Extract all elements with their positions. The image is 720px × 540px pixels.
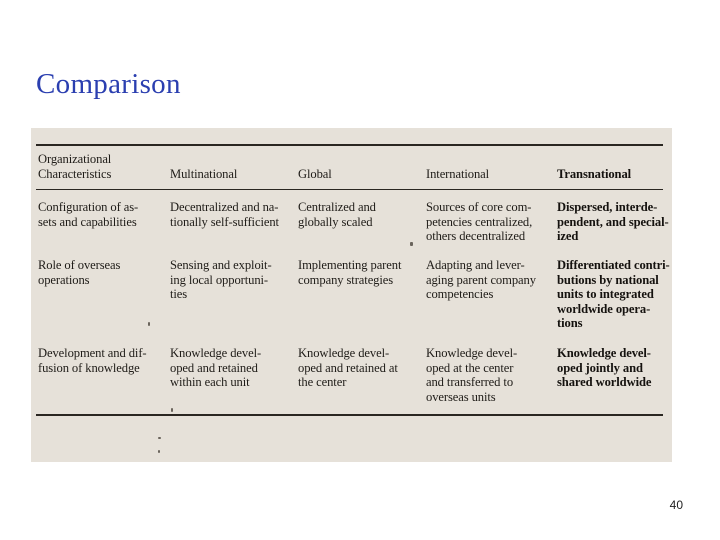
scanned-comparison-table bbox=[31, 128, 672, 462]
header-global: Global bbox=[298, 167, 332, 181]
row-knowledge-transnational: Knowledge devel- oped jointly and shared worldwide bbox=[557, 346, 652, 390]
header-organizational-characteristics: Organizational Characteristics bbox=[38, 152, 112, 181]
page-number: 40 bbox=[669, 498, 683, 512]
row-knowledge-label: Development and dif- fusion of knowledge bbox=[38, 346, 147, 375]
row-overseas-transnational: Differentiated contri- butions by national units to integrated worldwide opera- tions bbox=[557, 258, 670, 331]
row-overseas-global: Implementing parent company strategies bbox=[298, 258, 402, 287]
table-top-rule bbox=[36, 144, 663, 146]
slide-title: Comparison bbox=[36, 68, 181, 100]
row-configuration-global: Centralized and globally scaled bbox=[298, 200, 376, 229]
scan-speck bbox=[148, 322, 150, 326]
scan-speck bbox=[410, 242, 413, 246]
row-configuration-multinational: Decentralized and na- tionally self-sufficient bbox=[170, 200, 279, 229]
scan-speck bbox=[158, 450, 160, 453]
row-overseas-international: Adapting and lever- aging parent company competencies bbox=[426, 258, 536, 302]
row-configuration-transnational: Dispersed, interde- pendent, and special- ized bbox=[557, 200, 669, 244]
scan-speck bbox=[171, 408, 173, 412]
row-knowledge-global: Knowledge devel- oped and retained at the center bbox=[298, 346, 398, 390]
header-multinational: Multinational bbox=[170, 167, 238, 181]
row-overseas-label: Role of overseas operations bbox=[38, 258, 121, 287]
scan-speck bbox=[158, 437, 161, 439]
row-configuration-label: Configuration of as- sets and capabilities bbox=[38, 200, 139, 229]
table-header-rule bbox=[36, 189, 663, 190]
row-knowledge-international: Knowledge devel- oped at the center and transferred to overseas units bbox=[426, 346, 518, 404]
header-transnational: Transnational bbox=[557, 167, 632, 181]
row-configuration-international: Sources of core com- petencies centralized, others decentralized bbox=[426, 200, 533, 244]
table-bottom-rule bbox=[36, 414, 663, 416]
header-international: International bbox=[426, 167, 490, 181]
row-knowledge-multinational: Knowledge devel- oped and retained within each unit bbox=[170, 346, 262, 390]
row-overseas-multinational: Sensing and exploit- ing local opportuni- ties bbox=[170, 258, 272, 302]
